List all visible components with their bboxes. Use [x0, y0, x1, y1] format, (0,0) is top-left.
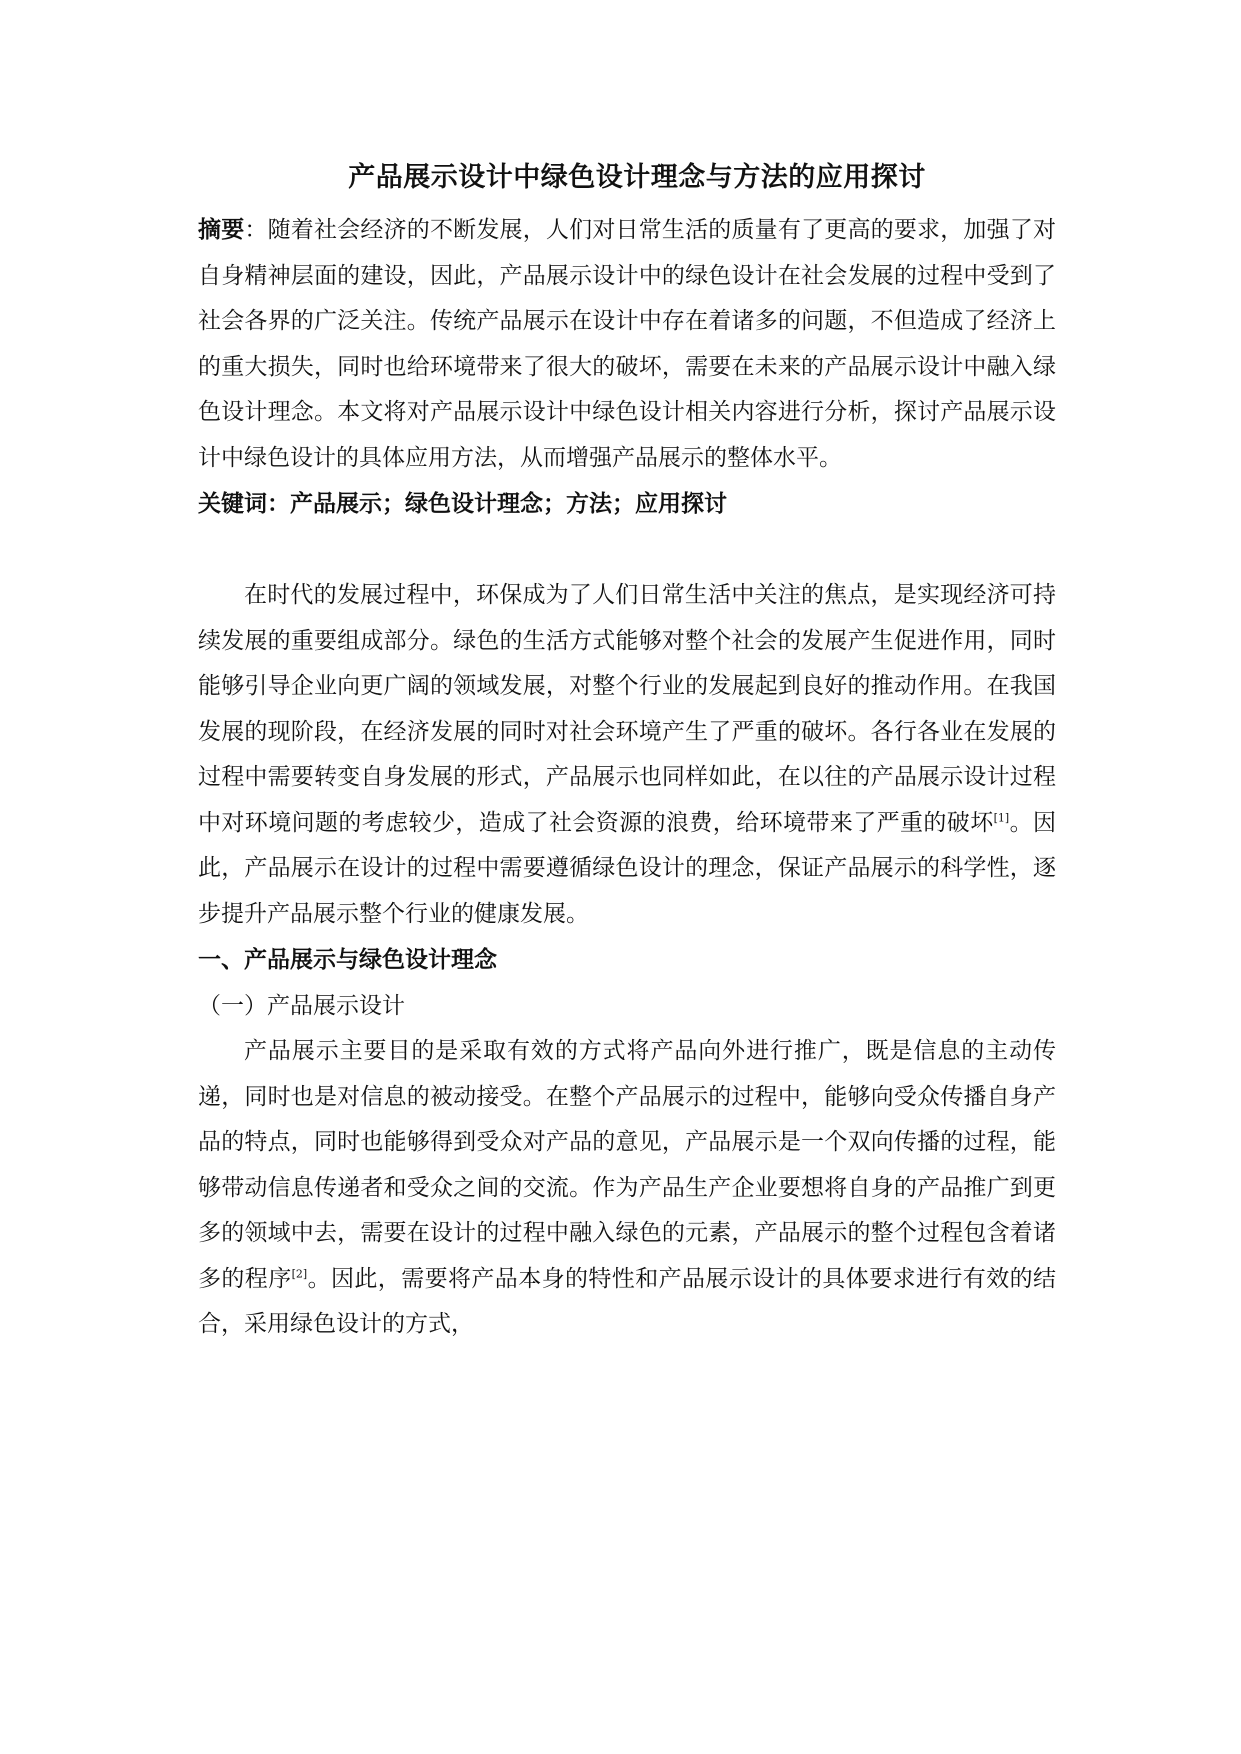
blank-line: [198, 527, 1056, 573]
document-body: [198, 148, 1056, 1348]
abstract-paragraph: [198, 208, 1056, 481]
keywords-label: 关键词：: [198, 491, 290, 517]
document-title: 产品展示设计中绿色设计理念与方法的应用探讨: [348, 162, 926, 193]
abstract-separator: ：: [244, 217, 268, 243]
citation-ref-1: [1]: [993, 810, 1010, 824]
subsection-1-1-paragraph: [198, 1029, 1056, 1348]
section-heading-1: 一、产品展示与绿色设计理念: [198, 947, 497, 973]
subsection-text-1: 产品展示主要目的是采取有效的方式将产品向外进行推广，既是信息的主动传递，同时也是对信息的被动接受。在整个产品展示的过程中，能够向受众传播自身产品的特点，同时也能够得到受众对产品的意见，产品展示是一个双向传播的过程，能够带动信息传递者和受众之间的交流。作为产品生产企业要想将自身的产品推广到更多的领域中去，需要在设计的过程中融入绿色的元素，产品展示的整个过程包含着诸多的程序: [198, 1038, 1056, 1292]
subsection-heading-1-1: （一）产品展示设计: [198, 993, 405, 1019]
abstract-text: 随着社会经济的不断发展，人们对日常生活的质量有了更高的要求，加强了对自身精神层面的建设，因此，产品展示设计中的绿色设计在社会发展的过程中受到了社会各界的广泛关注。传统产品展示在设计中存在着诸多的问题，不但造成了经济上的重大损失，同时也给环境带来了很大的破坏，需要在未来的产品展示设计中融入绿色设计理念。本文将对产品展示设计中绿色设计相关内容进行分析，探讨产品展示设计中绿色设计的具体应用方法，从而增强产品展示的整体水平。: [198, 217, 1057, 471]
intro-paragraph: [198, 573, 1056, 937]
keywords-line: [198, 481, 1056, 527]
subsection-text-2: 。因此，需要将产品本身的特性和产品展示设计的具体要求进行有效的结合，采用绿色设计的方式，: [198, 1265, 1057, 1337]
intro-text-2: 。因此，产品展示在设计的过程中需要遵循绿色设计的理念，保证产品展示的科学性，逐步提升产品展示整个行业的健康发展。: [198, 809, 1057, 927]
keywords-text: 产品展示；绿色设计理念；方法；应用探讨: [290, 491, 727, 517]
abstract-label: 摘要: [198, 217, 245, 243]
citation-ref-2: [2]: [291, 1266, 308, 1280]
intro-text-1: 在时代的发展过程中，环保成为了人们日常生活中关注的焦点，是实现经济可持续发展的重要组成部分。绿色的生活方式能够对整个社会的发展产生促进作用，同时能够引导企业向更广阔的领域发展，对整个行业的发展起到良好的推动作用。在我国发展的现阶段，在经济发展的同时对社会环境产生了严重的破坏。各行各业在发展的过程中需要转变自身发展的形式，产品展示也同样如此，在以往的产品展示设计过程中对环境问题的考虑较少，造成了社会资源的浪费，给环境带来了严重的破坏: [198, 582, 1056, 836]
